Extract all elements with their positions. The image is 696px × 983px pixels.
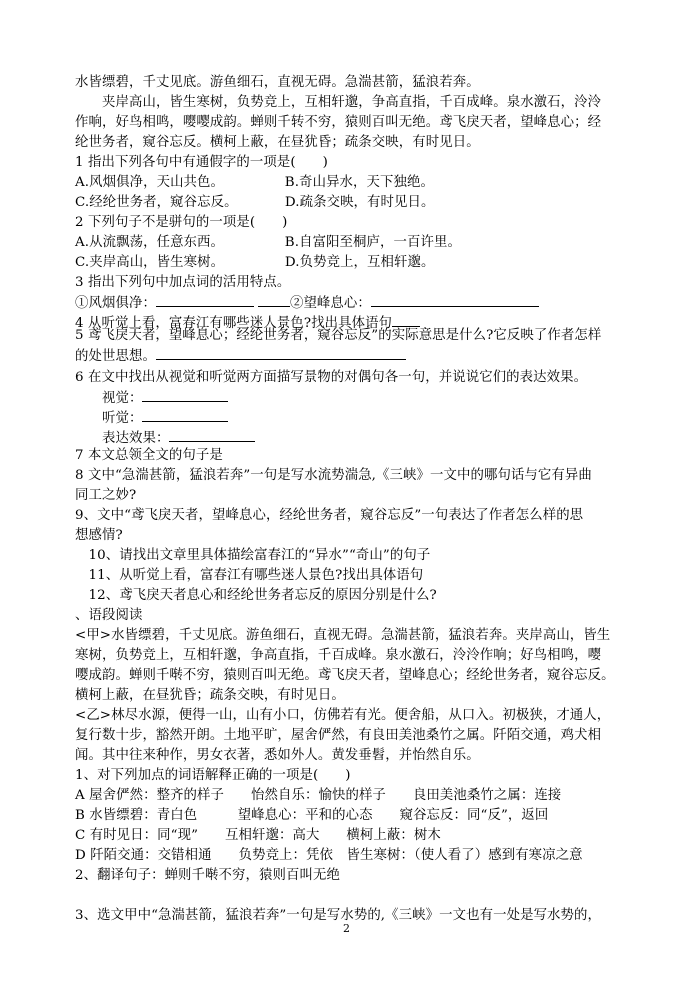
question-6-auditory: 听觉： bbox=[75, 408, 228, 428]
passage-yi-line: <乙>林尽水源，便得一山，山有小口，仿佛若有光。便舍船，从口入。初极狭，才通人， bbox=[75, 708, 611, 723]
answer-blank[interactable] bbox=[142, 388, 228, 402]
question-7: 7 本文总领全文的句子是 bbox=[75, 448, 223, 463]
question-11: 11、从听觉上看，富春江有哪些迷人景色?找出具体语句 bbox=[75, 568, 424, 583]
reading-question-1: 1、对下列加点的词语解释正确的一项是( ) bbox=[75, 768, 351, 783]
question-6-effect: 表达效果： bbox=[75, 428, 255, 448]
question-6-visual: 视觉： bbox=[75, 388, 228, 408]
passage-jia-line: 嘤成韵。蝉则千啭不穷，猿则百叫无绝。鸢飞戾天者，望峰息心；经纶世务者，窥谷忘反。 bbox=[75, 668, 615, 683]
reading-option-c: C 有时见日：同“现” 互相轩邈：高大 横柯上蔽：树木 bbox=[75, 828, 441, 843]
reading-question-3: 3、选文甲中“急湍甚箭，猛浪若奔”一句是写水势的,《三峡》一文也有一处是写水势的， bbox=[75, 908, 602, 923]
passage-line: 纶世务者，窥谷忘反。横柯上蔽，在昼犹昏；疏条交映，有时见日。 bbox=[75, 135, 480, 150]
question-5: 5 鸢飞戾天者，望峰息心；经纶世务者，窥谷忘反”的实际意思是什么?它反映了作者怎样 bbox=[75, 328, 602, 343]
section-heading: 、语段阅读 bbox=[75, 608, 143, 623]
answer-blank[interactable] bbox=[156, 293, 254, 307]
passage-line: 夹岸高山，皆生寒树，负势竞上，互相轩邈，争高直指，千百成峰。泉水激石，泠泠 bbox=[75, 95, 602, 110]
question-2-options-ab: A.从流飘荡，任意东西。 B.自富阳至桐庐，一百许里。 bbox=[75, 235, 461, 250]
q3-part1-label: ①风烟俱净： bbox=[75, 296, 156, 311]
q3-part2-label: ②望峰息心： bbox=[289, 296, 371, 311]
passage-yi-line: 复行数十步，豁然开朗。土地平旷，屋舍俨然，有良田美池桑竹之属。阡陌交通，鸡犬相 bbox=[75, 728, 602, 743]
reading-option-d: D 阡陌交通：交错相通 负势竞上：凭依 皆生寒树：（使人看了）感到有寒凉之意 bbox=[75, 848, 583, 863]
passage-jia-line: <甲>水皆缥碧，千丈见底。游鱼细石，直视无碍。急湍甚箭，猛浪若奔。夹岸高山，皆生 bbox=[75, 628, 611, 643]
question-9-continued: 想感情? bbox=[75, 528, 123, 543]
question-1-options-cd: C.经纶世务者，窥谷忘反。 D.疏条交映，有时见日。 bbox=[75, 195, 435, 210]
passage-jia-line: 寒树，负势竞上，互相轩邈，争高直指，千百成峰。泉水激石，泠泠作响；好鸟相鸣，嘤 bbox=[75, 648, 602, 663]
question-4: 4 从听觉上看，富春江有哪些迷人景色?找出具体语句 bbox=[75, 313, 420, 333]
question-2: 2 下列句子不是骈句的一项是( ) bbox=[75, 215, 288, 230]
answer-blank[interactable] bbox=[169, 428, 255, 442]
passage-yi-line: 闻。其中往来种作，男女衣著，悉如外人。黄发垂髫，并怡然自乐。 bbox=[75, 748, 480, 763]
question-1: 1 指出下列各句中有通假字的一项是( ) bbox=[75, 155, 328, 170]
passage-line: 作响，好鸟相鸣，嘤嘤成韵。蝉则千转不穷，猿则百叫无绝。鸢飞戾天者，望峰息心；经 bbox=[75, 115, 602, 130]
page-number: 2 bbox=[343, 922, 350, 935]
answer-blank[interactable] bbox=[156, 346, 406, 360]
question-3-answer-line bbox=[75, 293, 539, 313]
answer-blank[interactable] bbox=[392, 313, 420, 327]
question-2-options-cd: C.夹岸高山，皆生寒树。 D.负势竞上，互相轩邈。 bbox=[75, 255, 435, 270]
reading-option-a: A 屋舍俨然：整齐的样子 怡然自乐：愉快的样子 良田美池桑竹之属：连接 bbox=[75, 788, 562, 803]
reading-option-b: B 水皆缥碧：青白色 望峰息心：平和的心态 窥谷忘反：同“反”，返回 bbox=[75, 808, 549, 823]
question-9: 9、文中“鸢飞戾天者，望峰息心，经纶世务者，窥谷忘反”一句表达了作者怎么样的思 bbox=[75, 508, 584, 523]
question-3: 3 指出下列句中加点词的活用特点。 bbox=[75, 275, 291, 290]
question-12: 12、鸢飞戾天者息心和经纶世务者忘反的原因分别是什么? bbox=[75, 588, 437, 603]
answer-blank[interactable] bbox=[258, 293, 290, 307]
question-8-continued: 同工之妙? bbox=[75, 488, 137, 503]
question-6: 6 在文中找出从视觉和听觉两方面描写景物的对偶句各一句，并说说它们的表达效果。 bbox=[75, 370, 588, 385]
passage-line: 水皆缥碧，千丈见底。游鱼细石，直视无碍。急湍甚箭，猛浪若奔。 bbox=[75, 75, 480, 90]
answer-blank[interactable] bbox=[142, 408, 228, 422]
question-5-continued: 的处世思想。 bbox=[75, 346, 406, 366]
question-10: 10、请找出文章里具体描绘富春江的“异水”“奇山”的句子 bbox=[75, 548, 431, 563]
passage-jia-line: 横柯上蔽，在昼犹昏；疏条交映，有时见日。 bbox=[75, 688, 345, 703]
answer-blank[interactable] bbox=[371, 293, 539, 307]
question-1-options-ab: A.风烟俱净，天山共色。 B.奇山异水，天下独绝。 bbox=[75, 175, 434, 190]
question-8: 8 文中“急湍甚箭，猛浪若奔”一句是写水流势湍急,《三峡》一文中的哪句话与它有异曲 bbox=[75, 468, 592, 483]
reading-question-2: 2、翻译句子：蝉则千啭不穷，猿则百叫无绝 bbox=[75, 868, 340, 883]
